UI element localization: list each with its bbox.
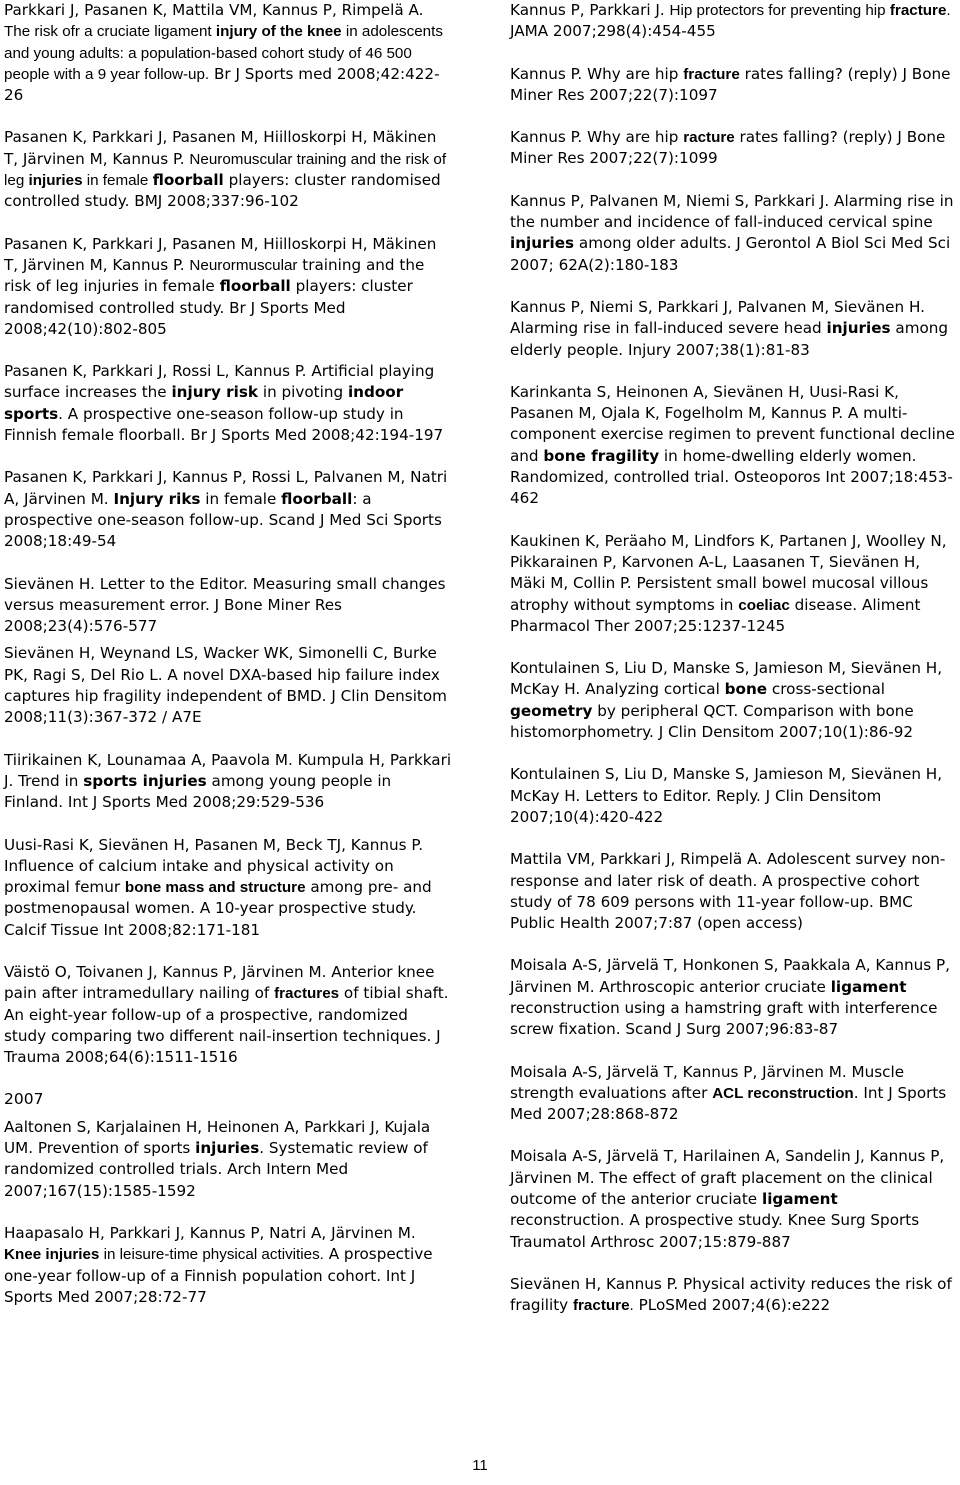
keyword: bone [724, 680, 768, 699]
reference-entry [4, 1223, 454, 1308]
reference-entry [510, 0, 955, 43]
reference-entry [510, 297, 955, 361]
reference-text: Kannus P. Why are hip [510, 64, 684, 83]
reference-text: rates falling? (reply) J Bone Miner Res 2007;22(7):1099 [510, 128, 946, 168]
reference-text: Kontulainen S, Liu D, Manske S, Jamieson M, Sievänen H, McKay H. Letters to Editor. Reply. J Clin Densitom 2007;10(4):420-422 [510, 765, 943, 826]
reference-entry [4, 0, 454, 106]
reference-text: among elderly people. Injury 2007;38(1):81-83 [510, 319, 949, 359]
reference-text: in leisure-time physical activities. [99, 1246, 324, 1264]
keyword: floorball [219, 277, 291, 296]
reference-text: among young people in Finland. Int J Sports Med 2008;29:529-536 [4, 771, 392, 812]
reference-text: The risk ofr a cruciate ligament [4, 23, 216, 41]
reference-text: Moisala A-S, Järvelä T, Harilainen A, Sandelin J, Kannus P, Järvinen M. The effect of graft placement on the clinical outcome of the anterior cruciate [510, 1147, 945, 1209]
reference-text: Pasanen K, Parkkari J, Kannus P, Rossi L, Palvanen M, Natri A, Järvinen M. [4, 468, 448, 508]
keyword: Injury riks [113, 489, 201, 508]
keyword: geometry [510, 701, 593, 720]
reference-text: . A prospective one-season follow-up study in Finnish female floorball. Br J Sports Med 2008;42:194-197 [4, 404, 444, 445]
reference-text: Kannus P. Why are hip [510, 128, 684, 147]
keyword: injuries [510, 234, 575, 253]
year-heading: 2007 [4, 1090, 44, 1109]
reference-text: Pasanen K, Parkkari J, Pasanen M, Hiilloskorpi H, Mäkinen T, Järvinen M, Kannus P. [4, 234, 437, 274]
keyword: fracture [889, 2, 947, 19]
keyword: injuries [826, 319, 891, 338]
keyword: fracture [683, 65, 740, 83]
reference-text: JAMA 2007;298(4):454-455 [510, 22, 716, 41]
reference-text: among older adults. J Gerontol A Biol Sci Med Sci 2007; 62A(2):180-183 [510, 234, 951, 274]
page-number: 11 [472, 1457, 488, 1474]
keyword: fractures [274, 985, 340, 1003]
reference-text: Karinkanta S, Heinonen A, Sievänen H, Uusi-Rasi K, Pasanen M, Ojala K, Fogelholm M, Kannus P. A multi-component exercise regimen to prevent functional decline and [510, 382, 955, 465]
reference-entry [510, 1146, 955, 1252]
keyword: ACL reconstruction [712, 1084, 854, 1102]
reference-text: Aaltonen S, Karjalainen H, Heinonen A, Parkkari J, Kujala UM. Prevention of sports [4, 1117, 431, 1158]
reference-text: Sievänen H. Letter to the Editor. Measuring small changes versus measurement error. J Bone Miner Res 2008;23(4):576-577 [4, 574, 446, 636]
reference-entry [4, 234, 454, 340]
keyword: bone fragility [543, 446, 660, 465]
keyword: injuries [195, 1139, 260, 1158]
reference-text: players: cluster randomised controlled study. BMJ 2008;337:96-102 [4, 171, 441, 211]
reference-text: by peripheral QCT. Comparison with bone histomorphometry. J Clin Densitom 2007;10(1):86-92 [510, 701, 914, 742]
keyword: Knee injuries [4, 1246, 100, 1264]
reference-text: Kontulainen S, Liu D, Manske S, Jamieson M, Sievänen H, McKay H. Analyzing cortical [510, 659, 943, 699]
reference-entry [4, 643, 454, 728]
right-column [510, 0, 955, 1338]
reference-text: among pre- and postmenopausal women. A 10-year prospective study. Calcif Tissue Int 2008;82:171-181 [4, 878, 432, 939]
reference-text: Kannus P, Niemi S, Parkkari J, Palvanen M, Sievänen H. Alarming rise in fall-induced severe head [510, 297, 925, 338]
keyword: injury of the knee [215, 23, 342, 41]
reference-text: Moisala A-S, Järvelä T, Honkonen S, Paakkala A, Kannus P, Järvinen M. Arthroscopic anterior cruciate [510, 956, 950, 996]
reference-text: Br J Sports med 2008;42:422-26 [4, 64, 440, 105]
reference-text: Sievänen H, Kannus P. Physical activity reduces the risk of fragility [510, 1274, 952, 1315]
keyword: injury risk [171, 383, 259, 402]
keyword: indoor sports [4, 383, 404, 423]
reference-text: in pivoting [258, 383, 348, 402]
reference-text: Neuromuscular training and the risk of leg [4, 150, 447, 190]
reference-entry [510, 658, 955, 743]
reference-text: of tibial shaft. An eight-year follow-up of a prospective, randomized study comparing two different nail-insertion techniques. J Trauma 2008;64(6):1511-1516 [4, 984, 449, 1067]
reference-text: Pasanen K, Parkkari J, Rossi L, Kannus P. Artificial playing surface increases the [4, 362, 435, 402]
left-column [4, 0, 454, 1329]
reference-text: players: cluster randomised controlled study. Br J Sports Med 2008;42(10):802-805 [4, 277, 413, 338]
reference-text: rates falling? (reply) J Bone Miner Res 2007;22(7):1097 [510, 64, 951, 104]
reference-text: Tiirikainen K, Lounamaa A, Paavola M. Kumpula H, Parkkari J. Trend in [4, 750, 452, 790]
reference-text: Haapasalo H, Parkkari J, Kannus P, Natri A, Järvinen M. [4, 1223, 416, 1242]
keyword: ligament [761, 1190, 838, 1209]
keyword: coeliac [738, 596, 790, 614]
reference-entry [4, 574, 454, 638]
reference-text: PLoSMed 2007;4(6):e222 [633, 1296, 831, 1315]
reference-entry [510, 955, 955, 1040]
reference-text: Mattila VM, Parkkari J, Rimpelä A. Adolescent survey non-response and later risk of death. A prospective cohort study of 78 609 persons with 11-year follow-up. BMC Public Health 2007;7:87 (open access) [510, 850, 946, 933]
reference-text: Kannus P, Palvanen M, Niemi S, Parkkari J. Alarming rise in the number and incidence of fall-induced cervical spine [510, 191, 954, 232]
reference-text: Kaukinen K, Peräaho M, Lindfors K, Partanen J, Woolley N, Pikkarainen P, Karvonen A-L, Laasanen T, Sievänen H, Mäki M, Collin P. Persistent small bowel mucosal villous atrophy without symptoms in [510, 531, 947, 614]
reference-text: disease. Aliment Pharmacol Ther 2007;25:1237-1245 [510, 595, 921, 635]
keyword: ligament [830, 977, 907, 996]
reference-entry [510, 64, 955, 107]
reference-entry [4, 361, 454, 446]
keyword: floorball [152, 171, 224, 190]
reference-text: in home-dwelling elderly women. Randomized, controlled trial. Osteoporos Int 2007;18:453-462 [510, 446, 953, 508]
reference-entry [510, 382, 955, 510]
reference-text: . Int J Sports Med 2007;28:868-872 [510, 1083, 947, 1124]
reference-text: Uusi-Rasi K, Sievänen H, Pasanen M, Beck TJ, Kannus P. Influence of calcium intake and physical activity on proximal femur [4, 835, 424, 897]
reference-text: Hip protectors for preventing hip [669, 2, 890, 19]
reference-entry [4, 127, 454, 212]
reference-text: in female [200, 489, 282, 508]
reference-text: Sievänen H, Weynand LS, Wacker WK, Simonelli C, Burke PK, Ragi S, Del Rio L. A novel DXA-based hip failure index captures hip fragility independent of BMD. J Clin Densitom 2008;11(3):367-372 / A7E [4, 644, 447, 727]
reference-text: in female [82, 172, 153, 190]
reference-text: in adolescents and young adults: a population-based cohort study of 46 500 people with a 9 year follow-up. [4, 23, 443, 83]
reference-text: training and the risk of leg injuries in female [4, 255, 425, 296]
reference-text: Pasanen K, Parkkari J, Pasanen M, Hiilloskorpi H, Mäkinen T, Järvinen M, Kannus P. [4, 128, 437, 168]
reference-entry [510, 531, 955, 637]
reference-text: reconstruction using a hamstring graft with interference screw fixation. Scand J Surg 2007;96:83-87 [510, 998, 938, 1039]
reference-text: : a prospective one-season follow-up. Scand J Med Sci Sports 2008;18:49-54 [4, 489, 442, 551]
reference-entry [4, 962, 454, 1068]
reference-text: . Systematic review of randomized controlled trials. Arch Intern Med 2007;167(15):1585-1592 [4, 1139, 428, 1200]
reference-entry [510, 764, 955, 828]
keyword: floorball [281, 489, 353, 508]
keyword: sports injuries [83, 771, 207, 790]
reference-entry [510, 1062, 955, 1126]
reference-entry [4, 1117, 454, 1202]
reference-entry [4, 835, 454, 941]
reference-entry [510, 127, 955, 170]
reference-text: A prospective one-year follow-up of a Finnish population cohort. Int J Sports Med 2007;28:72-77 [4, 1245, 433, 1306]
reference-text: Väistö O, Toivanen J, Kannus P, Järvinen M. Anterior knee pain after intramedullary nailing of [4, 962, 435, 1003]
keyword: racture [683, 129, 735, 147]
keyword: injuries [28, 172, 83, 190]
reference-text: cross-sectional [767, 680, 886, 699]
reference-entry [510, 1274, 955, 1317]
reference-entry [510, 191, 955, 276]
reference-text: Kannus P, Parkkari J. [510, 1, 670, 19]
keyword: fracture [572, 1297, 630, 1315]
reference-entry [4, 750, 454, 814]
reference-text: reconstruction. A prospective study. Knee Surg Sports Traumatol Arthrosc 2007;15:879-887 [510, 1211, 920, 1251]
keyword: bone mass and structure [124, 879, 306, 897]
reference-entry [510, 849, 955, 934]
reference-text: . [946, 2, 951, 19]
reference-text: Moisala A-S, Järvelä T, Kannus P, Järvinen M. Muscle strength evaluations after [510, 1062, 905, 1102]
reference-text: Neurormuscular [189, 256, 298, 274]
reference-entry [4, 467, 454, 552]
reference-text: . [629, 1297, 634, 1315]
reference-text: Parkkari J, Pasanen K, Mattila VM, Kannus P, Rimpelä A. [4, 1, 424, 19]
